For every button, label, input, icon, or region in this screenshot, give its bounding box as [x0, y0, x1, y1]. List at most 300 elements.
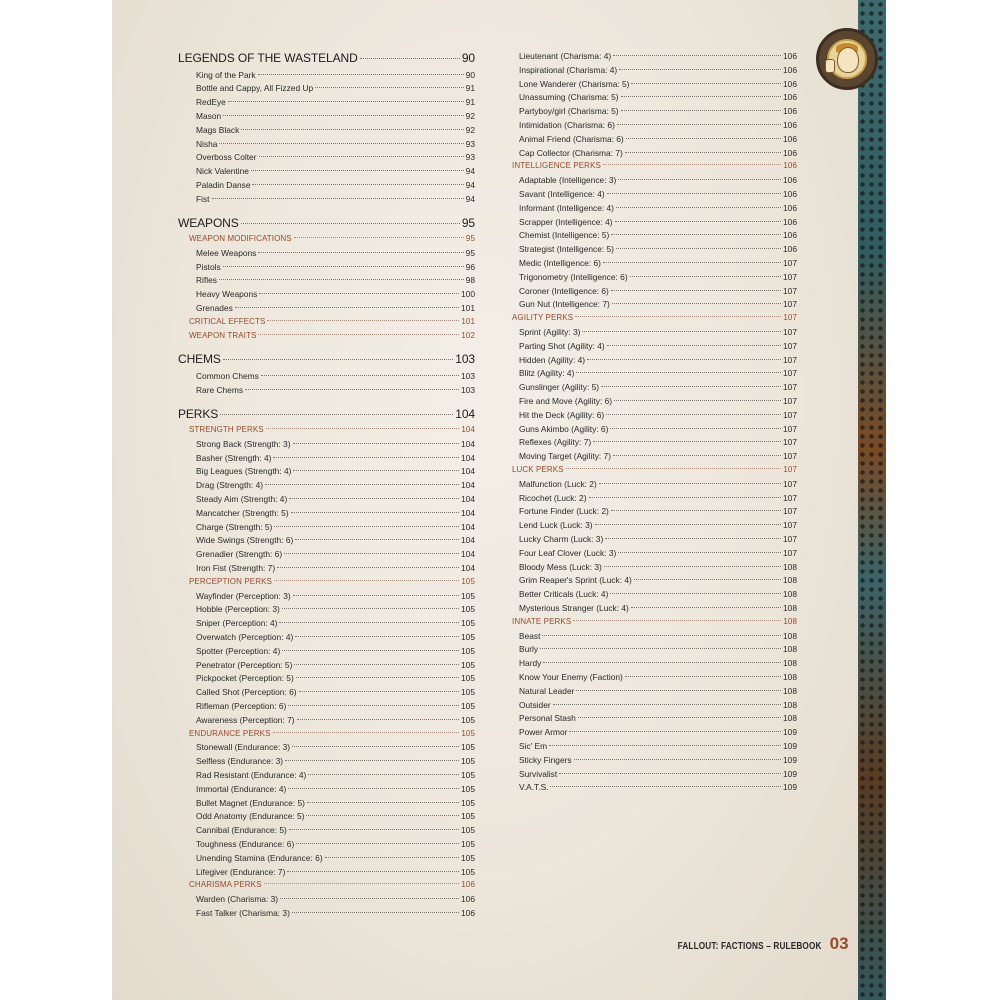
toc-page-number: 109	[783, 768, 797, 779]
toc-label: Selfless (Endurance: 3)	[196, 756, 284, 767]
toc-page-number: 106	[783, 106, 797, 117]
dot-leader	[274, 580, 459, 581]
toc-entry[interactable]	[196, 111, 475, 125]
toc-label: Blitz (Agility: 4)	[519, 368, 575, 379]
toc-entry[interactable]	[196, 289, 475, 303]
toc-label: ENDURANCE PERKS	[189, 728, 271, 738]
toc-entry[interactable]	[196, 152, 475, 166]
toc-entry[interactable]	[519, 244, 797, 258]
dot-leader	[264, 883, 460, 884]
dot-leader	[291, 512, 459, 513]
toc-label: Fortune Finder (Luck: 2)	[519, 506, 609, 517]
toc-label: Mysterious Stranger (Luck: 4)	[519, 603, 629, 613]
toc-subsection[interactable]	[512, 465, 797, 479]
toc-label: Nisha	[196, 138, 218, 149]
dot-leader	[611, 290, 781, 291]
toc-page-number: 101	[461, 316, 475, 326]
toc-entry[interactable]	[196, 139, 475, 153]
toc-entry[interactable]	[196, 591, 475, 605]
dot-leader	[289, 829, 459, 830]
toc-page-number: 104	[461, 480, 475, 491]
toc-entry[interactable]	[196, 508, 475, 522]
toc-entry[interactable]	[196, 756, 475, 770]
toc-subsection[interactable]	[512, 161, 797, 175]
dot-leader	[219, 279, 464, 280]
toc-entry[interactable]	[196, 83, 475, 97]
toc-entry[interactable]	[519, 410, 797, 424]
dot-leader	[603, 262, 781, 263]
toc-page-number: 105	[461, 687, 475, 698]
toc-page-number: 105	[461, 673, 475, 684]
toc-entry[interactable]	[519, 258, 797, 272]
toc-entry[interactable]	[196, 701, 475, 715]
toc-page-number: 107	[783, 547, 797, 558]
toc-entry[interactable]	[196, 811, 475, 825]
toc-page-number: 90	[465, 69, 475, 80]
toc-entry[interactable]	[196, 687, 475, 701]
toc-label: Survivalist	[519, 768, 558, 779]
toc-label: Melee Weapons	[196, 247, 257, 258]
dot-leader	[308, 774, 459, 775]
dot-leader	[595, 524, 781, 525]
toc-page-number: 106	[783, 92, 797, 103]
dot-leader	[542, 635, 781, 636]
toc-entry[interactable]	[519, 299, 797, 313]
toc-label: Fire and Move (Agility: 6)	[519, 396, 613, 406]
toc-entry[interactable]	[519, 120, 797, 134]
toc-page-number: 93	[465, 152, 475, 163]
toc-page-number: 105	[461, 811, 475, 822]
toc-page-number: 108	[783, 561, 797, 572]
toc-page-number: 102	[461, 330, 475, 340]
dot-leader	[266, 428, 460, 429]
toc-label: Wayfinder (Perception: 3)	[196, 590, 291, 601]
dot-leader	[615, 221, 781, 222]
toc-label: Guns Akimbo (Agility: 6)	[519, 423, 609, 434]
toc-page-number: 107	[783, 313, 797, 323]
toc-label: Chemist (Intelligence: 5)	[519, 230, 610, 241]
toc-label: Mancatcher (Strength: 5)	[196, 507, 289, 518]
toc-label: Charge (Strength: 5)	[196, 521, 273, 532]
toc-subsection[interactable]	[512, 313, 797, 327]
toc-page-number: 107	[783, 354, 797, 365]
toc-entry[interactable]	[519, 189, 797, 203]
toc-page-number: 106	[783, 216, 797, 227]
toc-entry[interactable]	[519, 741, 797, 755]
toc-entry[interactable]	[196, 125, 475, 139]
toc-label: LUCK PERKS	[512, 465, 564, 474]
toc-entry[interactable]	[196, 166, 475, 180]
toc-entry[interactable]	[519, 548, 797, 562]
toc-label: Wide Swings (Strength: 6)	[196, 535, 294, 546]
toc-label: Reflexes (Agility: 7)	[519, 437, 592, 448]
toc-entry[interactable]	[519, 424, 797, 438]
toc-label: Warden (Charisma: 3)	[196, 894, 279, 905]
toc-page-number: 95	[461, 215, 475, 230]
toc-entry[interactable]	[196, 646, 475, 660]
dot-leader	[282, 608, 459, 609]
toc-entry[interactable]	[519, 782, 797, 796]
toc-page-number: 105	[461, 604, 475, 615]
toc-label: King of the Park	[196, 69, 256, 80]
toc-entry[interactable]	[196, 371, 475, 385]
toc-entry[interactable]	[196, 894, 475, 908]
toc-page-number: 109	[783, 782, 797, 793]
toc-page-number: 106	[783, 244, 797, 255]
toc-page-number: 105	[461, 839, 475, 849]
toc-page-number: 106	[783, 230, 797, 241]
dot-leader	[295, 636, 459, 637]
toc-entry[interactable]	[196, 867, 475, 881]
toc-label: Natural Leader	[519, 685, 575, 696]
toc-label: Partyboy/girl (Charisma: 5)	[519, 106, 619, 117]
toc-entry[interactable]	[519, 562, 797, 576]
dot-leader	[549, 745, 781, 746]
toc-entry[interactable]	[519, 755, 797, 769]
dot-leader	[212, 198, 464, 199]
dot-leader	[306, 815, 459, 816]
toc-page-number: 104	[461, 494, 475, 504]
toc-label: Rifleman (Perception: 6)	[196, 701, 287, 711]
toc-label: Hobble (Perception: 3)	[196, 604, 280, 615]
toc-page-number: 105	[461, 632, 475, 642]
toc-page-number: 105	[461, 576, 475, 586]
dot-leader	[574, 759, 781, 760]
toc-entry[interactable]	[519, 272, 797, 286]
toc-page-number: 105	[461, 590, 475, 601]
toc-entry[interactable]	[519, 700, 797, 714]
dot-leader	[543, 662, 781, 663]
toc-entry[interactable]	[519, 769, 797, 783]
toc-entry[interactable]	[196, 522, 475, 536]
dot-leader	[631, 607, 781, 608]
toc-subsection[interactable]	[189, 234, 475, 248]
toc-entry[interactable]	[196, 618, 475, 632]
toc-subsection[interactable]	[189, 317, 475, 331]
toc-page-number: 105	[461, 714, 475, 725]
dot-leader	[605, 538, 781, 539]
dot-leader	[267, 320, 459, 321]
toc-entry[interactable]	[519, 603, 797, 617]
toc-label: Called Shot (Perception: 6)	[196, 687, 297, 698]
toc-entry[interactable]	[196, 97, 475, 111]
toc-label: PERKS	[178, 406, 219, 421]
dot-leader	[279, 622, 459, 623]
toc-page-number: 105	[461, 701, 475, 711]
toc-page-number: 108	[783, 699, 797, 710]
dot-leader	[575, 316, 781, 317]
toc-page-number: 107	[783, 423, 797, 434]
toc-label: Rifles	[196, 275, 217, 286]
dot-leader	[252, 184, 463, 185]
dot-leader	[287, 871, 459, 872]
dot-leader	[274, 526, 459, 527]
toc-page-number: 98	[465, 275, 475, 286]
dot-leader	[593, 441, 781, 442]
toc-entry[interactable]	[196, 660, 475, 674]
toc-page-number: 107	[783, 396, 797, 406]
toc-label: CHEMS	[178, 352, 221, 367]
toc-entry[interactable]	[519, 355, 797, 369]
toc-label: Common Chems	[196, 370, 259, 381]
toc-entry[interactable]	[196, 385, 475, 399]
dot-leader	[258, 252, 463, 253]
toc-subsection[interactable]	[189, 880, 475, 894]
toc-label: Grenadier (Strength: 6)	[196, 549, 283, 560]
toc-label: Bullet Magnet (Endurance: 5)	[196, 797, 305, 808]
toc-page-number: 92	[465, 110, 475, 121]
toc-label: Steady Aim (Strength: 4)	[196, 494, 288, 504]
toc-entry[interactable]	[196, 853, 475, 867]
toc-section[interactable]	[178, 216, 475, 230]
toc-entry[interactable]	[196, 466, 475, 480]
toc-entry[interactable]	[519, 520, 797, 534]
dot-leader	[587, 359, 781, 360]
dot-leader	[282, 650, 459, 651]
dot-leader	[294, 664, 459, 665]
toc-page-number: 94	[465, 166, 475, 177]
dot-leader	[223, 115, 464, 116]
dot-leader	[626, 138, 781, 139]
toc-page-number: 105	[461, 728, 475, 738]
toc-entry[interactable]	[519, 51, 797, 65]
toc-label: Spotter (Perception: 4)	[196, 645, 281, 656]
toc-page-number: 108	[783, 644, 797, 655]
toc-subsection[interactable]	[189, 577, 475, 591]
toc-subsection[interactable]	[189, 729, 475, 743]
toc-label: RedEye	[196, 97, 226, 108]
page-footer	[646, 934, 849, 954]
dot-leader	[601, 386, 781, 387]
toc-label: Trigonometry (Intelligence: 6)	[519, 271, 628, 282]
toc-entry[interactable]	[519, 148, 797, 162]
toc-entry[interactable]	[196, 439, 475, 453]
toc-page-number: 107	[783, 285, 797, 296]
dot-leader	[296, 677, 459, 678]
toc-entry[interactable]	[196, 839, 475, 853]
toc-entry[interactable]	[519, 727, 797, 741]
toc-label: Hardy	[519, 658, 542, 669]
dot-leader	[293, 470, 459, 471]
toc-entry[interactable]	[196, 798, 475, 812]
toc-entry[interactable]	[196, 563, 475, 577]
toc-entry[interactable]	[519, 327, 797, 341]
toc-label: Grim Reaper's Sprint (Luck: 4)	[519, 575, 632, 586]
dot-leader	[625, 152, 781, 153]
toc-entry[interactable]	[196, 262, 475, 276]
dot-leader	[616, 248, 781, 249]
toc-entry[interactable]	[196, 248, 475, 262]
toc-entry[interactable]	[196, 275, 475, 289]
toc-section[interactable]	[178, 352, 475, 366]
toc-label: Hit the Deck (Agility: 6)	[519, 409, 605, 420]
toc-label: Scrapper (Intelligence: 4)	[519, 216, 613, 227]
toc-label: Intimidation (Charisma: 6)	[519, 120, 615, 130]
toc-entry[interactable]	[519, 575, 797, 589]
toc-page-number: 107	[783, 409, 797, 420]
toc-label: Informant (Intelligence: 4)	[519, 202, 614, 213]
dot-leader	[259, 293, 459, 294]
toc-entry[interactable]	[519, 437, 797, 451]
toc-entry[interactable]	[519, 134, 797, 148]
toc-entry[interactable]	[519, 382, 797, 396]
dot-leader	[277, 567, 459, 568]
dot-leader	[259, 156, 464, 157]
toc-entry[interactable]	[519, 534, 797, 548]
toc-page-number: 106	[783, 147, 797, 158]
toc-entry[interactable]	[196, 494, 475, 508]
toc-label: Mags Black	[196, 124, 240, 135]
toc-entry[interactable]	[519, 479, 797, 493]
dot-leader	[296, 843, 459, 844]
toc-section[interactable]	[178, 51, 475, 65]
toc-entry[interactable]	[519, 686, 797, 700]
toc-label: Better Criticals (Luck: 4)	[519, 589, 609, 600]
toc-entry[interactable]	[519, 672, 797, 686]
toc-entry[interactable]	[196, 715, 475, 729]
toc-entry[interactable]	[519, 106, 797, 120]
toc-page-number: 103	[455, 352, 475, 367]
dot-leader	[625, 676, 781, 677]
toc-entry[interactable]	[519, 175, 797, 189]
dot-leader	[630, 276, 781, 277]
toc-label: Cannibal (Endurance: 5)	[196, 825, 287, 836]
dot-leader	[273, 732, 460, 733]
toc-entry[interactable]	[196, 70, 475, 84]
toc-entry[interactable]	[519, 65, 797, 79]
toc-page-number: 106	[783, 175, 797, 186]
toc-entry[interactable]	[196, 770, 475, 784]
dot-leader	[289, 498, 459, 499]
toc-entry[interactable]	[196, 673, 475, 687]
dot-leader	[607, 345, 781, 346]
toc-page-number: 107	[783, 465, 797, 474]
toc-entry[interactable]	[196, 303, 475, 317]
dot-leader	[284, 553, 459, 554]
toc-label: Overboss Colter	[196, 152, 257, 163]
toc-page-number: 103	[461, 370, 475, 381]
toc-entry[interactable]	[196, 453, 475, 467]
toc-entry[interactable]	[519, 92, 797, 106]
toc-page-number: 107	[783, 368, 797, 379]
dot-leader	[610, 593, 781, 594]
toc-label: V.A.T.S.	[519, 782, 549, 793]
toc-entry[interactable]	[519, 644, 797, 658]
dot-leader	[297, 719, 459, 720]
toc-page-number: 107	[783, 340, 797, 351]
toc-entry[interactable]	[519, 631, 797, 645]
toc-label: Bloody Mess (Luck: 3)	[519, 561, 602, 572]
toc-label: Rare Chems	[196, 384, 244, 395]
toc-entry[interactable]	[519, 203, 797, 217]
toc-page-number: 96	[465, 261, 475, 272]
dot-leader	[245, 389, 459, 390]
toc-page-number: 94	[465, 179, 475, 190]
dot-leader	[619, 69, 781, 70]
toc-page-number: 107	[783, 520, 797, 531]
toc-page-number: 93	[465, 138, 475, 149]
toc-label: Lend Luck (Luck: 3)	[519, 520, 593, 531]
dot-leader	[553, 704, 781, 705]
toc-subsection[interactable]	[512, 617, 797, 631]
toc-entry[interactable]	[196, 632, 475, 646]
toc-entry[interactable]	[519, 589, 797, 603]
dot-leader	[241, 129, 463, 130]
dot-leader	[307, 802, 459, 803]
toc-entry[interactable]	[519, 713, 797, 727]
toc-entry[interactable]	[196, 742, 475, 756]
toc-page-number: 94	[465, 193, 475, 204]
toc-page-number: 95	[465, 234, 475, 243]
toc-entry[interactable]	[196, 480, 475, 494]
toc-entry[interactable]	[519, 368, 797, 382]
toc-page-number: 105	[461, 866, 475, 877]
toc-page-number: 108	[783, 575, 797, 586]
toc-entry[interactable]	[519, 493, 797, 507]
toc-label: WEAPON MODIFICATIONS	[189, 234, 292, 243]
toc-page-number: 100	[461, 289, 475, 300]
toc-entry[interactable]	[519, 658, 797, 672]
toc-entry[interactable]	[519, 230, 797, 244]
toc-page-number: 107	[783, 299, 797, 310]
toc-entry[interactable]	[196, 908, 475, 922]
toc-page-number: 107	[783, 506, 797, 517]
toc-page-number: 104	[461, 466, 475, 477]
toc-label: Sticky Fingers	[519, 754, 572, 765]
toc-page-number: 106	[783, 64, 797, 75]
toc-label: AGILITY PERKS	[512, 313, 574, 323]
dot-leader	[241, 223, 460, 224]
dot-leader	[589, 497, 782, 498]
toc-label: Stonewall (Endurance: 3)	[196, 742, 291, 753]
toc-label: Inspirational (Charisma: 4)	[519, 64, 618, 75]
toc-entry[interactable]	[519, 79, 797, 93]
toc-entry[interactable]	[519, 506, 797, 520]
toc-subsection[interactable]	[189, 425, 475, 439]
toc-label: Rad Resistant (Endurance: 4)	[196, 770, 307, 780]
toc-page-number: 104	[455, 406, 475, 421]
toc-page-number: 105	[461, 756, 475, 767]
toc-entry[interactable]	[519, 217, 797, 231]
toc-entry[interactable]	[196, 535, 475, 549]
toc-entry[interactable]	[519, 451, 797, 465]
toc-label: Lone Wanderer (Charisma: 5)	[519, 78, 630, 89]
toc-label: INTELLIGENCE PERKS	[512, 161, 601, 171]
toc-label: Strong Back (Strength: 3)	[196, 438, 291, 449]
toc-page-number: 105	[461, 852, 475, 863]
toc-label: Beast	[519, 630, 541, 641]
toc-entry[interactable]	[519, 341, 797, 355]
dot-leader	[228, 101, 464, 102]
toc-entry[interactable]	[196, 194, 475, 208]
dot-leader	[223, 359, 453, 360]
toc-entry[interactable]	[196, 604, 475, 618]
dot-leader	[569, 731, 781, 732]
toc-subsection[interactable]	[189, 331, 475, 345]
page-number: 03	[829, 934, 849, 953]
toc-entry[interactable]	[519, 396, 797, 410]
toc-entry[interactable]	[196, 180, 475, 194]
toc-page-number: 106	[783, 161, 797, 171]
toc-page-number: 106	[783, 120, 797, 130]
toc-section[interactable]	[178, 407, 475, 421]
dot-leader	[634, 579, 781, 580]
toc-page-number: 105	[461, 825, 475, 836]
toc-entry[interactable]	[196, 549, 475, 563]
toc-entry[interactable]	[196, 825, 475, 839]
toc-entry[interactable]	[196, 784, 475, 798]
toc-entry[interactable]	[519, 286, 797, 300]
